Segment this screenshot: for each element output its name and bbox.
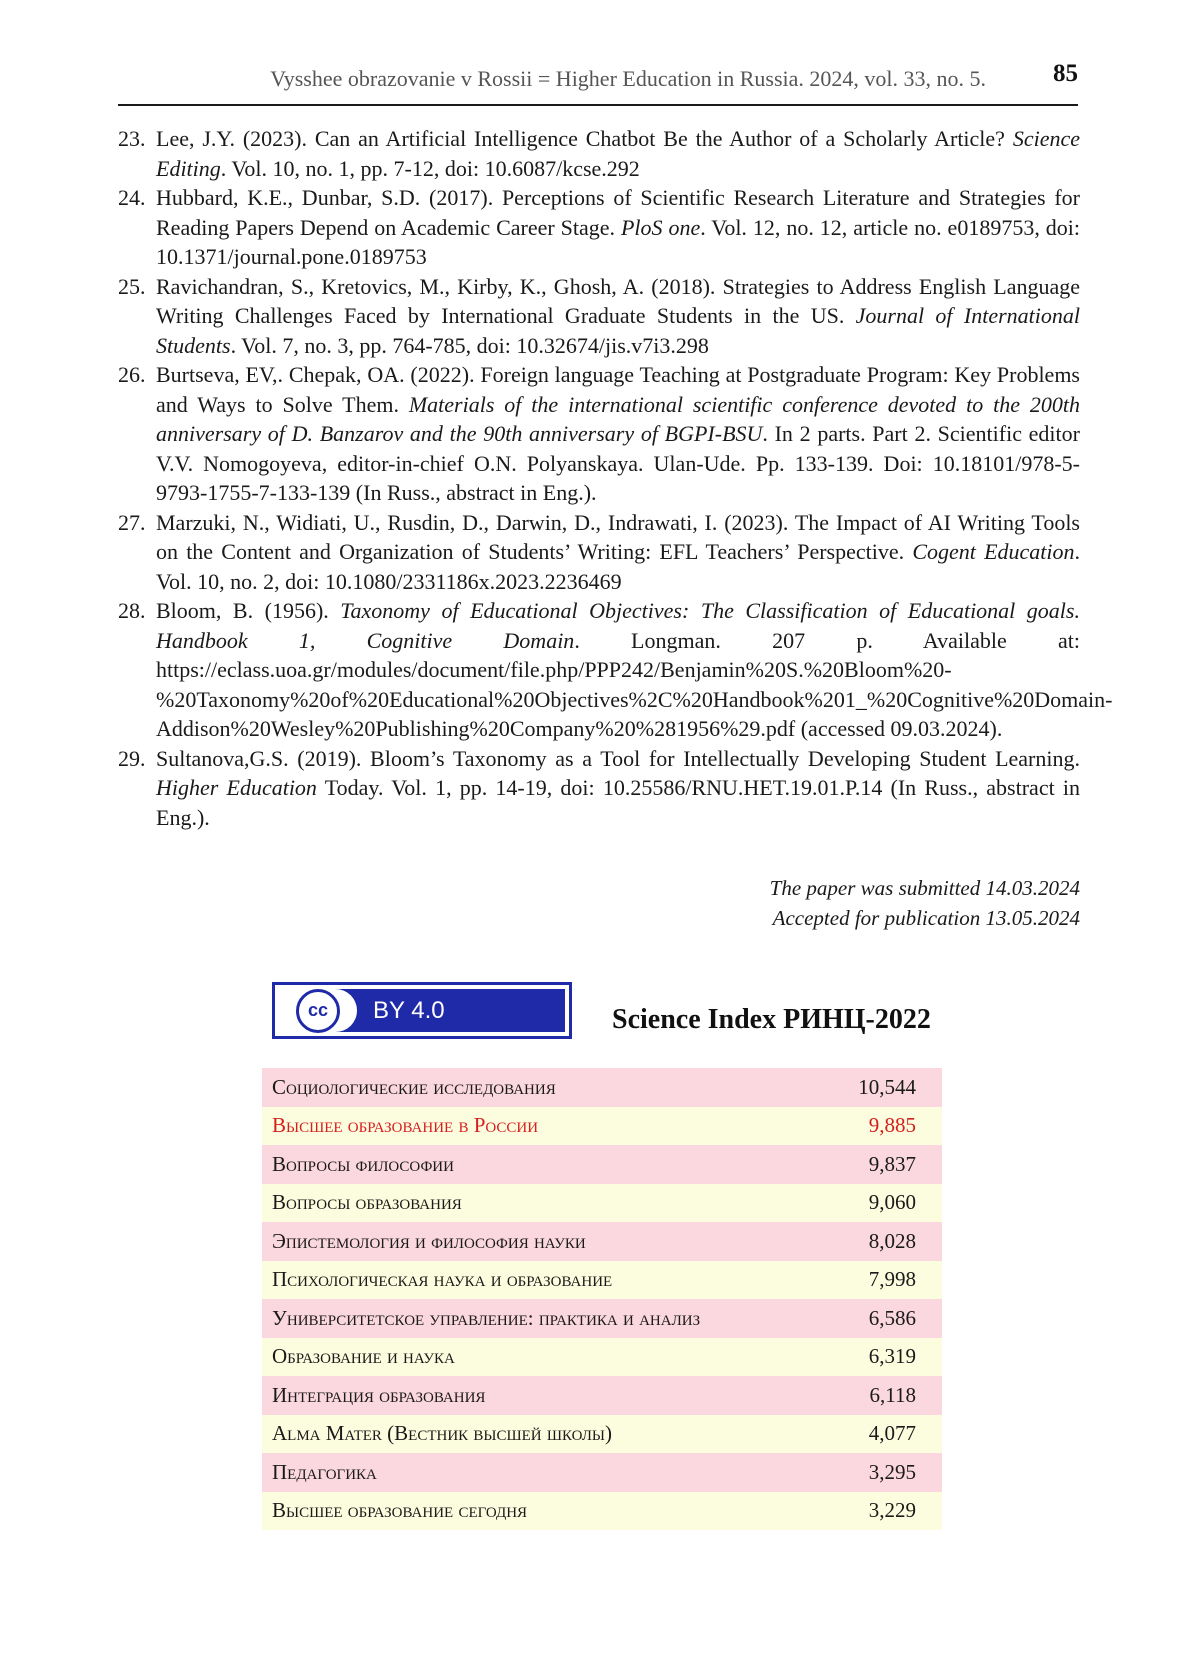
reference-item xyxy=(118,508,1080,597)
reference-item xyxy=(118,183,1080,272)
reference-details: . Vol. 7, no. 3, pp. 764-785, doi: 10.32674/jis.v7i3.298 xyxy=(230,332,709,358)
reference-source: Taxonomy of Educational Objectives: The Classification of Educational goals. Handbook 1, Cognitive Domain xyxy=(156,598,1080,653)
reference-item xyxy=(118,360,1080,508)
index-row xyxy=(262,1261,942,1300)
reference-number: 26. xyxy=(118,362,146,387)
index-row xyxy=(262,1068,942,1107)
index-row xyxy=(262,1492,942,1531)
reference-item xyxy=(118,124,1080,183)
reference-source: Science Editing xyxy=(156,126,1080,181)
index-value: 9,837 xyxy=(796,1145,942,1184)
journal-name: Высшее образование в России xyxy=(262,1107,796,1146)
index-row xyxy=(262,1299,942,1338)
index-value: 6,586 xyxy=(796,1299,942,1338)
index-row xyxy=(262,1184,942,1223)
reference-text: Sultanova,G.S. (2019). Bloom’s Taxonomy as a Tool for Intellectually Developing Student Learning. xyxy=(156,745,1080,771)
reference-details: Today. Vol. 1, pp. 14-19, doi: 10.25586/RNU.HET.19.01.P.14 (In Russ., abstract in Eng.). xyxy=(156,775,1080,830)
submission-dates xyxy=(770,873,1080,933)
index-value: 10,544 xyxy=(796,1068,942,1107)
index-row xyxy=(262,1145,942,1184)
reference-text: Burtseva, EV,. Chepak, OA. (2022). Foreign language Teaching at Postgraduate Program: Key Problems and Ways to Solve Them. xyxy=(156,362,1080,417)
journal-name: Образование и наука xyxy=(262,1338,796,1377)
index-value: 4,077 xyxy=(796,1415,942,1454)
reference-text: Ravichandran, S., Kretovics, M., Kirby, K., Ghosh, A. (2018). Strategies to Address English Language Writing Challenges Faced by International Graduate Students in the US. xyxy=(156,273,1080,328)
reference-source: Journal of International Students xyxy=(156,303,1080,358)
reference-details: . Vol. 10, no. 2, doi: 10.1080/2331186x.2023.2236469 xyxy=(156,539,1081,594)
reference-number: 23. xyxy=(118,126,146,151)
reference-number: 25. xyxy=(118,273,146,299)
reference-number: 24. xyxy=(118,185,146,210)
index-row xyxy=(262,1222,942,1261)
index-value: 9,885 xyxy=(796,1107,942,1146)
index-row xyxy=(262,1107,942,1146)
reference-number: 27. xyxy=(118,509,146,535)
index-value: 8,028 xyxy=(796,1222,942,1261)
journal-name: Педагогика xyxy=(262,1453,796,1492)
journal-name: Вопросы образования xyxy=(262,1184,796,1223)
page-number: 85 xyxy=(1053,60,1078,87)
cc-license-badge[interactable] xyxy=(272,982,572,1039)
journal-name: Высшее образование сегодня xyxy=(262,1492,796,1531)
reference-text: Bloom, B. (1956). xyxy=(156,598,341,623)
reference-details: . Vol. 12, no. 12, article no. e0189753, doi: 10.1371/journal.pone.0189753 xyxy=(156,214,1080,269)
cc-license-inner xyxy=(279,989,565,1032)
science-index-title: Science Index РИНЦ-2022 xyxy=(612,1004,931,1035)
reference-source: Materials of the international scientific conference devoted to the 200th anniversary of D. Banzarov and the 90th anniversary of BGPI-BSU xyxy=(156,391,1080,446)
journal-name: Социологические исследования xyxy=(262,1068,796,1107)
index-row xyxy=(262,1415,942,1454)
journal-name: Интеграция образования xyxy=(262,1376,796,1415)
index-row xyxy=(262,1453,942,1492)
index-value: 6,118 xyxy=(796,1376,942,1415)
journal-name: Вопросы философии xyxy=(262,1145,796,1184)
reference-text: Lee, J.Y. (2023). Can an Artificial Intelligence Chatbot Be the Author of a Scholarly Article? xyxy=(156,126,1013,151)
reference-details: . In 2 parts. Part 2. Scientific editor V.V. Nomogoyeva, editor-in-chief O.N. Polyanskaya. Ulan-Ude. Pp. 133-139. Doi: 10.18101/978-5-9793-1755-7-133-139 (In Russ., abstract in Eng.). xyxy=(156,421,1080,505)
cc-circle-wrap xyxy=(279,989,357,1032)
reference-item xyxy=(118,272,1080,361)
index-value: 6,319 xyxy=(796,1338,942,1377)
reference-source: PloS one xyxy=(620,214,701,240)
index-value: 3,295 xyxy=(796,1453,942,1492)
submitted-date: The paper was submitted 14.03.2024 xyxy=(769,876,1080,900)
journal-title: Vysshee obrazovanie v Rossii = Higher Education in Russia. 2024, vol. 33, no. 5. xyxy=(270,66,986,91)
accepted-date: Accepted for publication 13.05.2024 xyxy=(772,906,1080,930)
index-row xyxy=(262,1376,942,1415)
journal-name: Университетское управление: практика и анализ xyxy=(262,1299,796,1338)
reference-source: Cogent Education xyxy=(912,539,1075,564)
cc-license-label: BY 4.0 xyxy=(373,996,445,1024)
science-index-table xyxy=(262,1068,942,1530)
reference-number: 28. xyxy=(118,598,146,623)
index-value: 3,229 xyxy=(796,1492,942,1531)
index-row xyxy=(262,1338,942,1377)
reference-details: . Longman. 207 p. Available at: https://eclass.uoa.gr/modules/document/file.php/PPP242/Benjamin%20S.%20Bloom%20-%20Taxonomy%20of%20Educational%20Objectives%2C%20Handbook%201_%20Cognitive%20Domain-Addison%20Wesley%20Publishing%20Company%20%281956%29.pdf (accessed 09.03.2024). xyxy=(156,627,1113,741)
reference-source: Higher Education xyxy=(156,775,317,800)
journal-name: Психологическая наука и образование xyxy=(262,1261,796,1300)
reference-text: Hubbard, K.E., Dunbar, S.D. (2017). Perceptions of Scientific Research Literature and Strategies for Reading Papers Depend on Academic Career Stage. xyxy=(156,185,1080,240)
journal-name: Эпистемология и философия науки xyxy=(262,1222,796,1261)
reference-text: Marzuki, N., Widiati, U., Rusdin, D., Darwin, D., Indrawati, I. (2023). The Impact of AI Writing Tools on the Content and Organization of Students’ Writing: EFL Teachers’ Perspective. xyxy=(156,509,1080,564)
reference-details: . Vol. 10, no. 1, pp. 7-12, doi: 10.6087/kcse.292 xyxy=(220,155,640,181)
reference-item xyxy=(118,744,1080,833)
reference-item xyxy=(118,596,1113,744)
journal-name: Alma Mater (Вестник высшей школы) xyxy=(262,1415,796,1454)
page-header xyxy=(118,58,1078,106)
index-value: 9,060 xyxy=(796,1184,942,1223)
cc-logo-icon: cc xyxy=(296,989,340,1033)
reference-number: 29. xyxy=(118,745,146,771)
index-value: 7,998 xyxy=(796,1261,942,1300)
reference-list xyxy=(118,124,1113,832)
